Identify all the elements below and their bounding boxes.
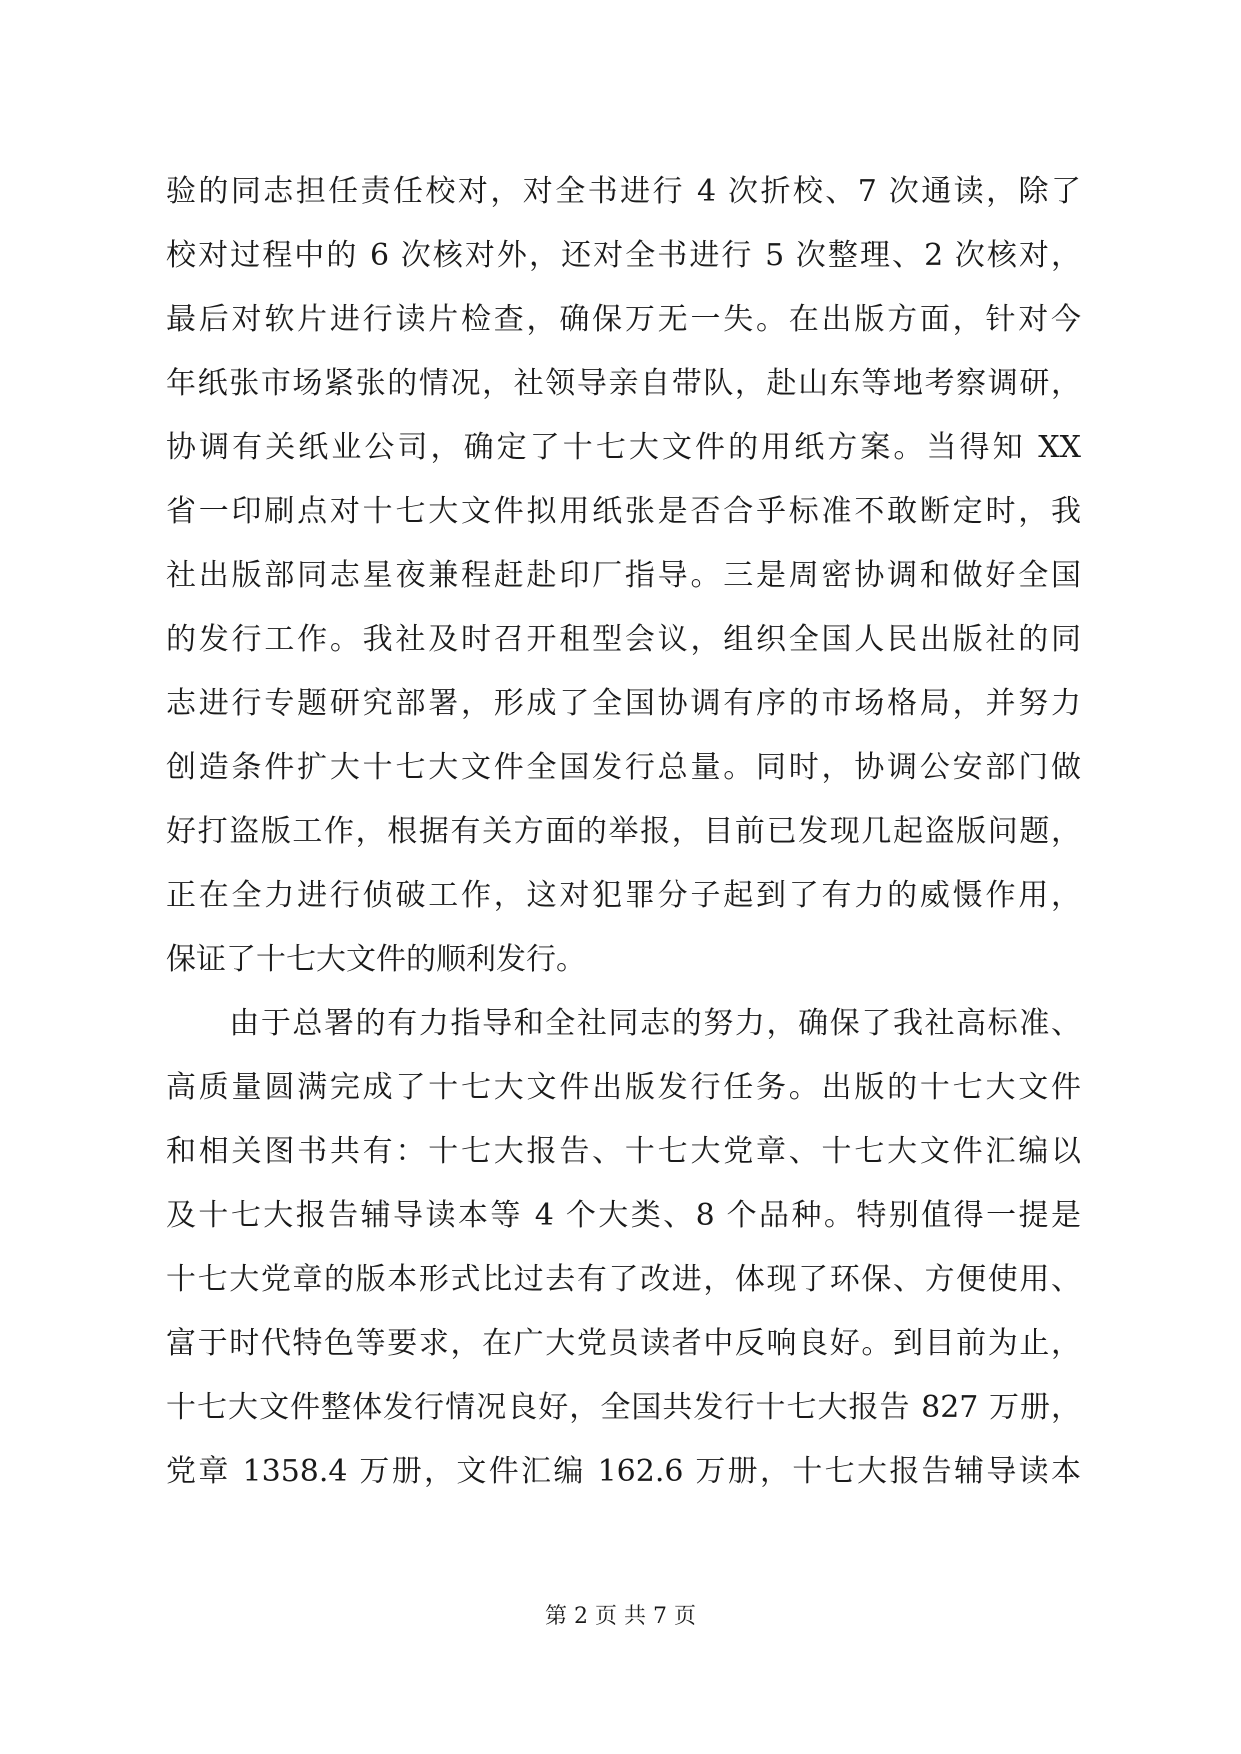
text-line: 保证了十七大文件的顺利发行。 [166, 942, 586, 977]
text-line: 正在全力进行侦破工作，这对犯罪分子起到了有力的威慑作用， [166, 878, 1081, 913]
text-line: 校对过程中的 6 次核对外，还对全书进行 5 次整理、2 次核对， [166, 238, 1081, 273]
text-line: 创造条件扩大十七大文件全国发行总量。同时，协调公安部门做 [166, 750, 1081, 785]
text-line: 及十七大报告辅导读本等 4 个大类、8 个品种。特别值得一提是 [166, 1198, 1081, 1233]
text-line: 十七大文件整体发行情况良好，全国共发行十七大报告 827 万册， [166, 1390, 1081, 1425]
text-line: 协调有关纸业公司，确定了十七大文件的用纸方案。当得知 XX [166, 430, 1081, 465]
page-number-footer: 第 2 页 共 7 页 [545, 1604, 696, 1629]
text-line: 省一印刷点对十七大文件拟用纸张是否合乎标准不敢断定时，我 [166, 494, 1081, 529]
text-line: 好打盗版工作，根据有关方面的举报，目前已发现几起盗版问题， [166, 814, 1081, 849]
text-line: 社出版部同志星夜兼程赶赴印厂指导。三是周密协调和做好全国 [166, 558, 1081, 593]
text-line: 年纸张市场紧张的情况，社领导亲自带队，赴山东等地考察调研， [166, 366, 1081, 401]
body-text [166, 160, 1081, 1504]
text-line: 志进行专题研究部署，形成了全国协调有序的市场格局，并努力 [166, 686, 1081, 721]
text-line: 高质量圆满完成了十七大文件出版发行任务。出版的十七大文件 [166, 1070, 1081, 1105]
text-line: 验的同志担任责任校对，对全书进行 4 次折校、7 次通读，除了 [166, 174, 1081, 209]
text-line: 党章 1358.4 万册，文件汇编 162.6 万册，十七大报告辅导读本 [166, 1454, 1081, 1489]
text-line: 由于总署的有力指导和全社同志的努力，确保了我社高标准、 [166, 1006, 1081, 1041]
text-line: 和相关图书共有：十七大报告、十七大党章、十七大文件汇编以 [166, 1134, 1081, 1169]
text-line: 的发行工作。我社及时召开租型会议，组织全国人民出版社的同 [166, 622, 1081, 657]
text-line: 最后对软片进行读片检查，确保万无一失。在出版方面，针对今 [166, 302, 1081, 337]
text-line: 富于时代特色等要求，在广大党员读者中反响良好。到目前为止， [166, 1326, 1081, 1361]
text-line: 十七大党章的版本形式比过去有了改进，体现了环保、方便使用、 [166, 1262, 1081, 1297]
